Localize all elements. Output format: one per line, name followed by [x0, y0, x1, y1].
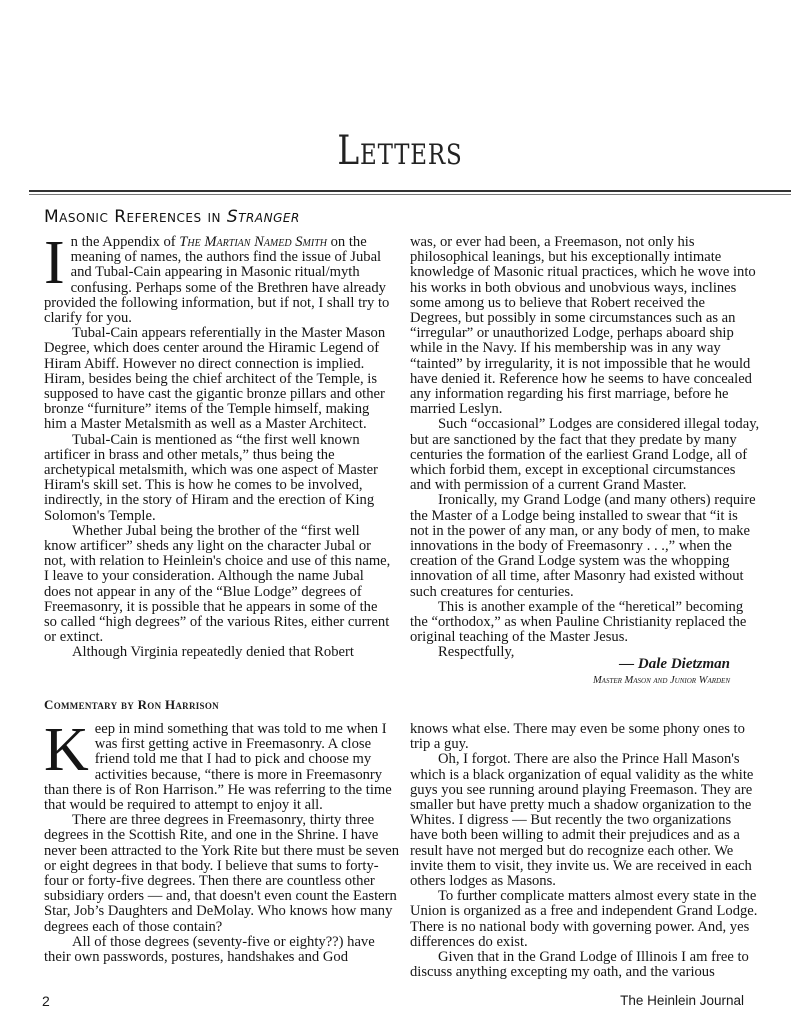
- page-number: 2: [42, 993, 50, 1009]
- page-title: Letters: [337, 128, 463, 174]
- letter-paragraph: Such “occasional” Lodges are considered illegal today, but are sanctioned by the fact that they predate by many centuries the formation of the earliest Grand Lodge, all of which forbid them, except in exceptional circumstances and with permission of a current Grand Master.: [410, 416, 760, 494]
- letter-paragraph: Although Virginia repeatedly denied that Robert: [72, 644, 354, 661]
- letter-heading-italic: Stranger: [226, 207, 300, 227]
- commentary-paragraph: All of those degrees (seventy-five or eighty??) have their own passwords, postures, handshakes and God: [44, 933, 375, 966]
- letter-paragraph: Ironically, my Grand Lodge (and many others) require the Master of a Lodge being installed to swear that “it is not in the power of any man, or any body of men, to make innovations in the body of Freemasonry . . .,” when the creation of the Grand Lodge system was the whopping innovation of all time, after Masonry had existed without such creatures for centuries.: [410, 492, 756, 600]
- letter-opening-text: n the Appendix of: [70, 234, 180, 250]
- commentary-column-2: [410, 722, 760, 980]
- letter-paragraph-continued: was, or ever had been, a Freemason, not only his philosophical leanings, but his exceptionally intimate knowledge of Masonic ritual practices, which he wove into his works in both obvious and unobvious ways, inclines some among us to believe that Robert received the Degrees, but possibly in some circumstances such as an “irregular” or unauthorized Lodge, perhaps aboard ship while in the Navy. If his membership was in any way “tainted” by irregularity, it is not impossible that he would have denied it. Reference how he seems to have concealed any information regarding his first marriage, before he married Leslyn.: [410, 234, 756, 418]
- letter-paragraph: Tubal-Cain is mentioned as “the first well known artificer in brass and other metals,” thus being the archetypical metalsmith, which was one aspect of Master Hiram's skill set. This is how he comes to be involved, indirectly, in the story of Hiram and the erection of King Solomon's Temple.: [44, 431, 378, 524]
- commentary-paragraph-continued: knows what else. There may even be some phony ones to trip a guy.: [410, 721, 745, 753]
- letter-paragraph-opening: [44, 229, 394, 327]
- signature-name: — Dale Dietzman: [619, 656, 730, 672]
- letter-column-2: [410, 235, 760, 661]
- letter-paragraph: Whether Jubal being the brother of the “first well know artificer” sheds any light on the character Jubal or not, with relation to Heinlein's choice and use of this name, I leave to your consideration. Although the name Jubal does not appear in any of the “Blue Lodge” degrees of Freemasonry, it is possible that he appears in some of the so called “high degrees” of the various Rites, either current or extinct.: [44, 522, 391, 646]
- commentary-opening-text: eep in mind something that was told to me when I was first getting active in Freemasonry. A close friend told me that I had to pick and choose my activities because, “there is more in Freemasonry than there is of Ron Harrison.” He was referring to the time that would be required to attempt to enjoy it all.: [44, 721, 392, 814]
- commentary-heading: Commentary by Ron Harrison: [44, 697, 219, 712]
- commentary-paragraph: To further complicate matters almost every state in the Union is organized as a free and independent Grand Lodge. There is no national body with governing power. And, yes differences do exist.: [410, 888, 758, 950]
- letter-closing: Respectfully,: [438, 644, 515, 661]
- title-rule-divider: [29, 190, 791, 195]
- letter-opening-rest: on the meaning of names, the authors find the issue of Jubal and Tubal-Cain appearing in Masonic ritual/myth confusing. Perhaps some of the Brethren have already provided the following information, but if not, I shall try to clarify for you.: [44, 234, 390, 327]
- commentary-paragraph: Given that in the Grand Lodge of Illinois I am free to discuss anything excepting my oath, and the various: [410, 949, 749, 981]
- letter-paragraph: This is another example of the “heretical” becoming the “orthodox,” as when Pauline Christianity replaced the original teaching of the Master Jesus.: [410, 598, 747, 646]
- letter-dropcap: I: [44, 229, 65, 297]
- commentary-column-1: [44, 716, 400, 966]
- book-title: The Martian Named Smith: [179, 234, 327, 250]
- journal-name: The Heinlein Journal: [620, 993, 744, 1008]
- letter-paragraph: Tubal-Cain appears referentially in the Master Mason Degree, which does center around the Hiramic Legend of Hiram Abiff. However no direct connection is implied. Hiram, besides being the chief architect of the Temple, is supposed to have cast the gigantic bronze pillars and other bronze “furniture” items of the Temple himself, making him a Master Metalsmith as well as a Master Architect.: [44, 325, 386, 433]
- signature-title: Master Mason and Junior Warden: [592, 675, 730, 686]
- commentary-paragraph: Oh, I forgot. There are also the Prince Hall Mason's which is a black organization of equal validity as the white guys you see running around playing Freemason. They are smaller but have pretty much a shadow organization to the Whites. I digress — But recently the two organizations have both been willing to admit their prejudices and as a result have not merged but do recognize each other. We invite them to visit, they invite us. We are received in each others lodges as Masons.: [410, 751, 754, 890]
- letter-heading: [44, 207, 300, 227]
- commentary-dropcap: K: [44, 716, 89, 784]
- commentary-paragraph-opening: [44, 716, 399, 814]
- commentary-paragraph: There are three degrees in Freemasonry, thirty three degrees in the Scottish Rite, and one in the Shrine. I have never been attracted to the York Rite but there must be seven or eight degrees in that body. I believe that sums to forty-four or forty-five degrees. Then there are countless other subsidiary orders — and, that doesn't even count the Eastern Star, Job’s Daughters and DeMolay. Who knows how many degrees each of those contain?: [44, 812, 400, 935]
- letter-column-1: [44, 229, 394, 661]
- letter-heading-text: Masonic References in: [44, 207, 227, 227]
